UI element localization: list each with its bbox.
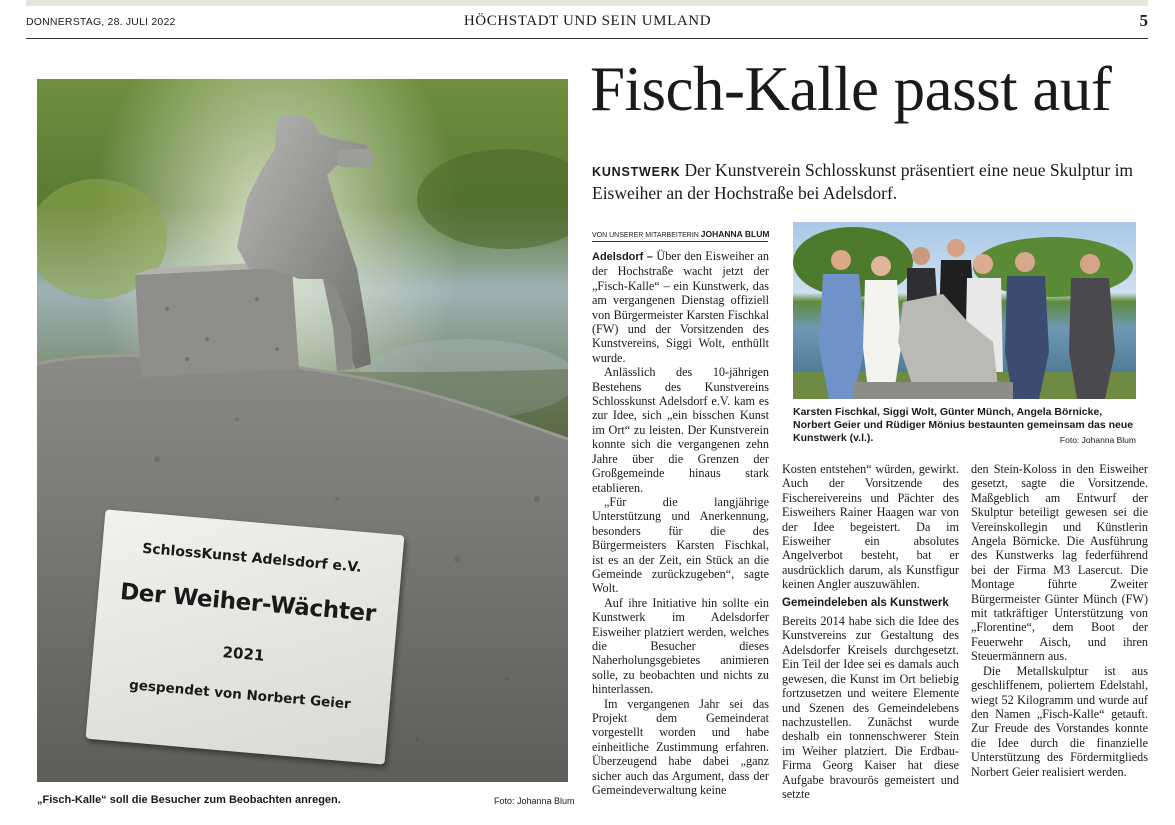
article-kicker: KUNSTWERK: [592, 165, 681, 179]
article-headline: Fisch-Kalle passt auf: [590, 54, 1112, 124]
group-photo: [793, 222, 1136, 399]
article-subhead: [592, 160, 1145, 204]
article-subheading: Gemeindeleben als Kunstwerk: [782, 596, 949, 609]
header-section-title: HÖCHSTADT UND SEIN UMLAND: [463, 13, 712, 29]
plaque-donor: gespendet von Norbert Geier: [128, 677, 352, 713]
article-column-3: [971, 462, 1148, 779]
group-caption-text: Karsten Fischkal, Siggi Wolt, Günter Münch, Angela Börnicke, Norbert Geier und Rüdiger Mönius bestaunten gemeinsam das neue Kunstwerk (v.l.).: [793, 406, 1134, 444]
paragraph-1-text: Über den Eisweiher an der Hochstraße wacht jetzt der „Fisch-Kalle“ – ein Kunstwerk, das am vergangenen Dienstag offiziell von Bürgermeister Karsten Fischkal (FW) und der Vorsitzenden des Kunstvereins, Siggi Wolt, enthüllt wurde.: [592, 249, 769, 365]
paragraph-8: den Stein-Koloss in den Eisweiher gesetzt, sagte die Vorsitzende. Maßgeblich am Entwurf der Skulptur beteiligt gewesen sei die Vereinskollegin und Künstlerin Angela Börnicke. Die Ausführung des Kunstwerks lag federführend bei der Firma M3 Lasercut. Die Montage führte Zweiter Bürgermeister Günter Münch (FW) mit tatkräftiger Unterstützung von „Florentine“, dem Boot der Feuerwehr Aisch, und ihren Steuermännern aus.: [971, 462, 1148, 664]
paragraph-1: [592, 249, 769, 365]
article-column-1: [592, 249, 769, 797]
group-photo-illustration: [793, 222, 1136, 399]
paragraph-2: Anlässlich des 10-jährigen Bestehens des Kunstvereins Schlosskunst Adelsdorf e.V. kam es zur Idee, sich „ein bisschen Kunst im Ort“ zu leisten. Der Kunstverein konnte sich die vergangenen zehn Jahre über die Grenzen der Großgemeinde hinaus stark etablieren.: [592, 365, 769, 495]
main-photo-caption: „Fisch-Kalle“ soll die Besucher zum Beobachten anregen.: [37, 794, 341, 806]
donation-plaque: [86, 509, 405, 764]
group-photo-credit: Foto: Johanna Blum: [1059, 435, 1136, 445]
page-number: 5: [1139, 11, 1148, 30]
paragraph-4: Auf ihre Initiative hin sollte ein Kunstwerk im Adelsdorfer Eisweiher platziert werden, welches die Besucher dieses Naherholungsgebietes animieren solle, zu beobachten und nichts zu hinterlassen.: [592, 595, 769, 697]
paragraph-3: „Für die langjährige Unterstützung und Anerkennung, besonders für die des Bürgermeisters Karsten Fischkal, ist es an der Zeit, ein Stück an die Gemeinde zurückzugeben“, sagte Wolt.: [592, 494, 769, 596]
dateline-place: Adelsdorf –: [592, 251, 653, 263]
subhead-text: Der Kunstverein Schlosskunst präsentiert eine neue Skulptur im Eisweiher an der Hochstraße bei Adelsdorf.: [592, 160, 1134, 203]
paragraph-9: Die Metallskulptur ist aus geschliffenem, poliertem Edelstahl, wiegt 52 Kilogramm und wurde auf den Namen „Fisch-Kalle“ getauft. Zur Freude des Vorstandes konnte die Idee durch die finanzielle Unterstützung des Fördermitglieds Norbert Geier realisiert werden.: [971, 663, 1148, 779]
byline-prefix: VON UNSERER MITARBEITERIN: [592, 232, 699, 239]
byline: [592, 229, 768, 242]
header-rule: [26, 38, 1148, 39]
group-photo-caption: [793, 406, 1136, 447]
byline-author: JOHANNA BLUM: [700, 229, 770, 239]
header-date: DONNERSTAG, 28. JULI 2022: [26, 16, 176, 28]
paragraph-5: Im vergangenen Jahr sei das Projekt dem Gemeinderat vorgestellt worden und habe einheitliche Zustimmung erfahren. Überzeugend habe dabei „ganz sicher auch das Argument, dass der Gemeindeverwaltung keine: [592, 696, 769, 798]
main-photo: [37, 79, 568, 782]
main-photo-credit: Foto: Johanna Blum: [494, 796, 575, 806]
paragraph-6: Kosten entstehen“ würden, gewirkt. Auch der Vorsitzende des Fischereivereins und Pächter des Eisweihers Rainer Haagen war von der Idee begeistert. Da im Eisweiher ein absolutes Angelverbot besteht, bat er ausdrücklich darum, als Kunstfigur keinen Angler auszuwählen.: [782, 462, 959, 592]
plaque-year: 2021: [221, 643, 266, 665]
plaque-association: SchlossKunst Adelsdorf e.V.: [141, 540, 363, 576]
plaque-title: Der Weiher-Wächter: [119, 578, 377, 628]
article-column-2: [782, 462, 959, 801]
top-rule: [26, 0, 1148, 6]
paragraph-7: Bereits 2014 habe sich die Idee des Kunstvereins zur Gestaltung des Adelsdorfer Kreisels durchgesetzt. Ein Teil der Idee sei es damals auch gewesen, die Kunst im Ort beliebig fortzusetzen und weitere Elemente und Szenen des Gemeindelebens nachzustellen. Zunächst wurde deshalb ein tonnenschwerer Stein im Weiher platziert. Die Erdbau-Firma Georg Kaiser hat diese Aufgabe bravourös gemeistert und setzte: [782, 614, 959, 801]
